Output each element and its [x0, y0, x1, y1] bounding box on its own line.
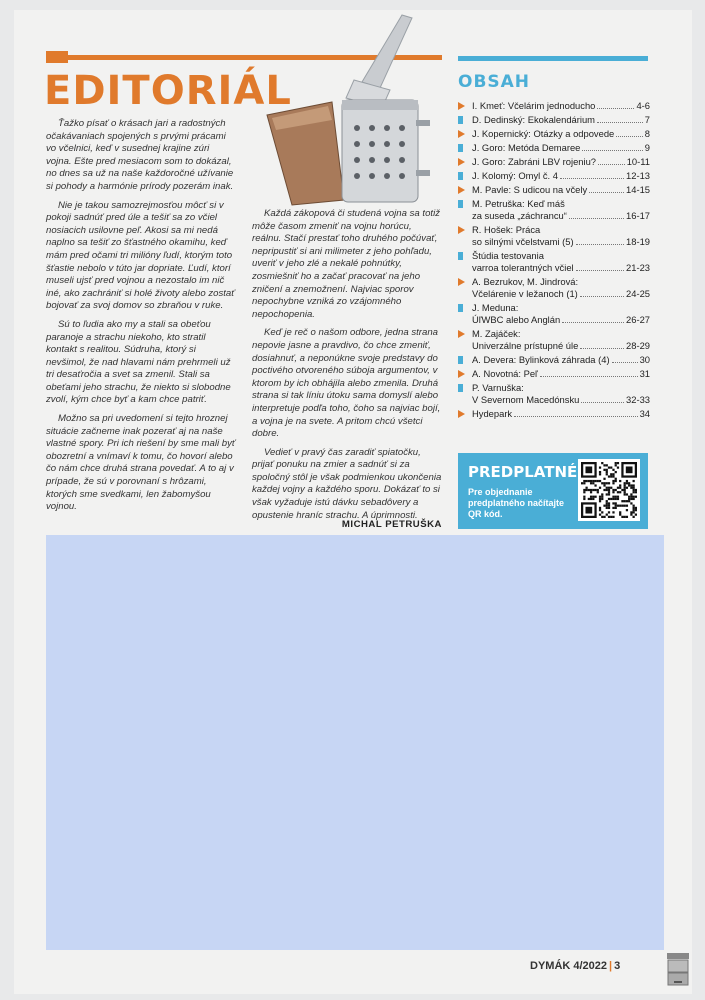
toc-item-page: 18-19	[626, 236, 650, 247]
blue-bar-marker-icon	[458, 252, 463, 260]
toc-item-page: 4-6	[636, 100, 650, 111]
editorial-title: EDITORIÁL	[44, 68, 292, 114]
editorial-paragraph: Nie je takou samozrejmosťou môcť si v pokoji sadnúť pred úle a tešiť sa zo včiel nosiacich usilovne peľ. Akosi sa mi nedá naplno sa tešiť zo šťastného okamihu, keď mám pred očami tri milióny ľudí, ktorým toto šťastie nebolo v túto jar dopriate. Ľudí, ktorí museli ujsť pred vojnou a nezostalo im nič iné, ako zachrániť si holé životy alebo zostať bojovať za svoj domov so zbraňou v ruke.	[46, 199, 235, 312]
toc-item-page: 30	[639, 354, 650, 365]
toc-item-title: J. Goro: Zabráni LBV rojeniu?	[472, 156, 597, 167]
toc-item-page: 8	[644, 128, 650, 139]
toc-item-title: A. Novotná: Peľ	[472, 368, 538, 379]
editorial-paragraph: Ťažko písať o krásach jari a radostných očakávaniach spojených s prvými prácami vo včelnici, keď v susednej krajine zúri vojna. Ešte pred mesiacom som to dokázal, no dnes sa už na naše každoročné užívanie si pohody a harmónie prírody pozerám inak.	[46, 118, 234, 192]
blue-bar-marker-icon	[458, 356, 463, 364]
toc-item-title: M. Zajáček:	[472, 328, 521, 339]
toc-item-title: J. Meduna:	[472, 302, 519, 313]
toc-item-page: 14-15	[626, 184, 650, 195]
toc-item-title: P. Varnuška:	[472, 382, 524, 393]
toc-leader-dots	[580, 348, 624, 349]
toc-item-title: M. Pavle: S udicou na včely	[472, 184, 588, 195]
orange-arrow-marker-icon	[458, 102, 465, 110]
blue-bar-marker-icon	[458, 384, 463, 392]
toc-leader-dots	[514, 416, 637, 417]
toc-item-page: 24-25	[626, 288, 650, 299]
toc-item	[458, 224, 650, 248]
toc-item	[458, 250, 650, 274]
blue-bar-marker-icon	[458, 172, 463, 180]
bee-smoker-illustration	[262, 10, 442, 210]
toc-item	[458, 114, 650, 126]
obsah-title: OBSAH	[458, 72, 531, 92]
toc-leader-dots	[576, 244, 624, 245]
subscription-title: PREDPLATNÉ	[468, 463, 578, 481]
orange-arrow-marker-icon	[458, 130, 465, 138]
page-number: 3	[614, 960, 621, 972]
toc-item-title: Včelárenie v ležanoch (1)	[472, 288, 578, 299]
editorial-paragraph: Možno sa pri uvedomení si tejto hroznej situácie začneme inak pozerať aj na naše vlastné spory. Pri ich riešení by sme mali byť obozretní a vnímaví k tomu, čo hovorí alebo čo nám chce druhá strana povedať. A to aj v prípade, že sú v porovnaní s hrôzami, ktorých sme svedkami, len žabomyšou vojnou.	[46, 413, 236, 513]
orange-arrow-marker-icon	[458, 186, 465, 194]
orange-arrow-marker-icon	[458, 158, 465, 166]
toc-leader-dots	[562, 322, 624, 323]
editorial-column-1	[46, 118, 236, 520]
toc-item-page: 21-23	[626, 262, 650, 273]
toc-item	[458, 408, 650, 420]
orange-arrow-marker-icon	[458, 278, 465, 286]
toc-item-title: J. Kolomý: Omyl č. 4	[472, 170, 558, 181]
toc-item-title: za suseda „záchrancu“	[472, 210, 567, 221]
toc-leader-dots	[581, 402, 624, 403]
toc-item-title: A. Devera: Bylinková záhrada (4)	[472, 354, 610, 365]
toc-item-page: 10-11	[626, 156, 650, 167]
toc-item	[458, 184, 650, 196]
toc-leader-dots	[576, 270, 624, 271]
editorial-paragraph: Vedieť v pravý čas zaradiť spiatočku, prijať ponuku na zmier a sadnúť si za spoločný stôl je však podmienkou ukončenia každej vojny a každého sporu. Dokázať to si však vyžaduje istú dávku sebadôvery a opustenie hraníc strachu. A úprimnosti.	[252, 446, 442, 521]
toc-leader-dots	[612, 362, 638, 363]
toc-item-title: Hydepark	[472, 408, 513, 419]
magazine-issue: DYMÁK 4/2022	[530, 960, 608, 972]
editorial-paragraph: Každá zákopová či studená vojna sa totiž môže časom zmeniť na vojnu horúcu, reálnu. Stačí prestať toho druhého počúvať, nepripustiť si ani milimeter z jeho pohľadu, uveriť v jeho zlé a nekalé pohnútky, zosmiešniť ho a začať pracovať na jeho zničení a znemožnení. Najviac sporov nepochybne vzniká zo vzájomného nepochopenia.	[252, 208, 440, 320]
page-footer	[530, 960, 620, 972]
toc-item-title: J. Kopernický: Otázky a odpovede	[472, 128, 615, 139]
toc-item-title: D. Dedinský: Ekokalendárium	[472, 114, 595, 125]
blue-bar-marker-icon	[458, 144, 463, 152]
toc-item-page: 31	[639, 368, 650, 379]
obsah-rule	[458, 56, 648, 61]
toc-item	[458, 128, 650, 140]
orange-arrow-marker-icon	[458, 410, 465, 418]
blue-bar-marker-icon	[458, 116, 463, 124]
toc-item	[458, 170, 650, 182]
toc-leader-dots	[540, 376, 638, 377]
blue-bar-marker-icon	[458, 304, 463, 312]
orange-arrow-marker-icon	[458, 226, 465, 234]
toc-item-page: 7	[644, 114, 650, 125]
subscription-box	[458, 453, 648, 529]
toc-item	[458, 368, 650, 380]
subscription-text: Pre objednanie predplatného načítajte QR kód.	[468, 487, 565, 519]
toc-item-page: 34	[639, 408, 650, 419]
editorial-signature: MICHAL PETRUŠKA	[341, 519, 442, 530]
toc-item-title: Univerzálne prístupné úle	[472, 340, 579, 351]
toc-item-title: J. Goro: Metóda Demaree	[472, 142, 581, 153]
toc-item	[458, 198, 650, 222]
orange-arrow-marker-icon	[458, 330, 465, 338]
toc-item-title: M. Petruška: Keď máš	[472, 198, 565, 209]
toc-item	[458, 156, 650, 168]
toc-item-page: 32-33	[626, 394, 650, 405]
toc-item	[458, 328, 650, 352]
beehive-icon	[666, 952, 690, 988]
toc-item-title: ÚľWBC alebo Anglán	[472, 314, 561, 325]
toc-item-title: varroa tolerantných včiel	[472, 262, 574, 273]
toc-item	[458, 302, 650, 326]
editorial-paragraph: Sú to ľudia ako my a stali sa obeťou paranoje a strachu niekoho, kto stratil kontakt s realitou. Súdruha, ktorý si nevšimol, že nad hlavami nám prehrmeli už tri desaťročia a svet sa zmenil. Stali sa obeťami jeho strachu, že niekto si slobodne zvolí, kým chce byť a kam chce patriť.	[46, 318, 231, 406]
editorial-paragraph: Keď je reč o našom odbore, jedna strana nepovie jasne a pravdivo, čo chce zmeniť, dosiahnuť, a neponúkne svoje predstavy do poctivého otvoreného súboja argumentov, v ktorom by ich obhájila alebo zmenila. Druhá strana si tak líniu útoku sama domyslí alebo interpretuje podľa toho, čoho sa najviac bojí, a vojna je na svete. A pritom chcú všetci dobre.	[252, 327, 441, 440]
footer-separator: |	[609, 960, 613, 972]
toc-item-title: so silnými včelstvami (5)	[472, 236, 574, 247]
toc-item	[458, 100, 650, 112]
toc-leader-dots	[582, 150, 642, 151]
toc-leader-dots	[560, 178, 624, 179]
toc-item-title: R. Hošek: Práca	[472, 224, 541, 235]
toc-item-page: 26-27	[626, 314, 650, 325]
toc-item-page: 12-13	[626, 170, 650, 181]
toc-item-page: 16-17	[626, 210, 650, 221]
toc-item-title: I. Kmeť: Včelárim jednoducho	[472, 100, 596, 111]
toc-item-page: 28-29	[626, 340, 650, 351]
blue-bar-marker-icon	[458, 200, 463, 208]
qr-code-icon[interactable]	[578, 459, 640, 521]
table-of-contents	[458, 100, 650, 422]
toc-leader-dots	[597, 108, 634, 109]
toc-item-page: 9	[644, 142, 650, 153]
toc-leader-dots	[589, 192, 624, 193]
toc-item-title: A. Bezrukov, M. Jindrová:	[472, 276, 579, 287]
orange-arrow-marker-icon	[458, 370, 465, 378]
toc-item	[458, 354, 650, 366]
toc-leader-dots	[580, 296, 624, 297]
blank-region	[46, 535, 664, 950]
toc-item-title: Štúdia testovania	[472, 250, 544, 261]
toc-item	[458, 382, 650, 406]
toc-item-title: V Severnom Macedónsku	[472, 394, 580, 405]
toc-leader-dots	[616, 136, 643, 137]
toc-leader-dots	[569, 218, 624, 219]
toc-leader-dots	[597, 122, 643, 123]
editorial-column-2	[252, 208, 442, 528]
toc-item	[458, 142, 650, 154]
toc-item	[458, 276, 650, 300]
toc-leader-dots	[598, 164, 625, 165]
